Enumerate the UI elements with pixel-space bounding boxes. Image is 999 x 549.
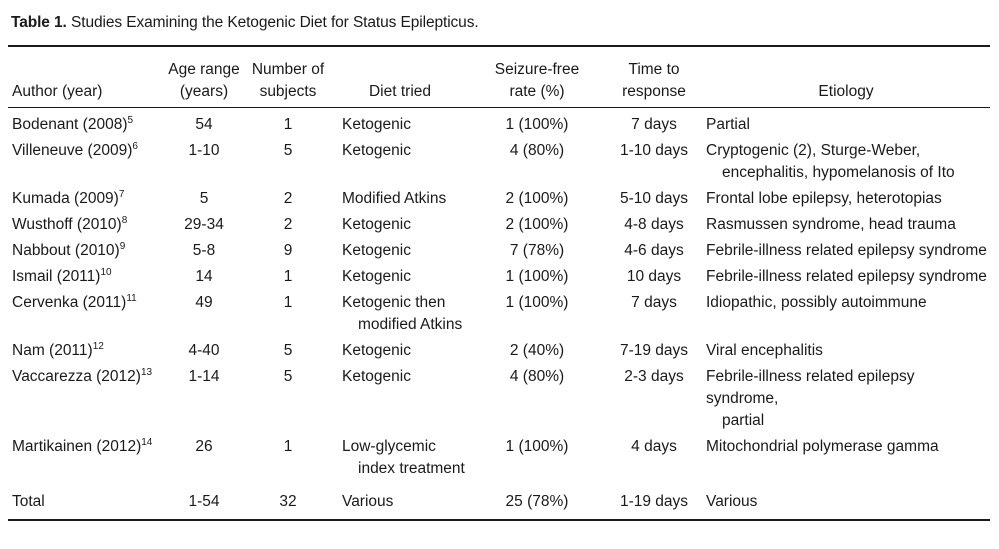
- cell-author: Ismail $(2011)^{10}$: [12, 266, 112, 285]
- cell-time: 2-3 days: [624, 368, 684, 385]
- header-diet-tried: Diet tried: [332, 46, 468, 108]
- cell-subjects: 2: [283, 216, 293, 233]
- cell-etiology: Partial: [706, 116, 750, 133]
- cell-rate: 4 (80%): [509, 368, 565, 385]
- cell-age: 5-8: [192, 242, 216, 259]
- cell-author: Nam $(2011)^{12}$: [12, 340, 104, 359]
- caption-text: Studies Examining the Ketogenic Diet for Status Epilepticus.: [71, 14, 479, 31]
- cell-etiology: Cryptogenic (2), Sturge-Weber, encephalitis, hypomelanosis of Ito: [706, 142, 955, 181]
- cell-age: 1-54: [188, 493, 220, 510]
- total-row: [8, 483, 990, 520]
- cell-author: Wusthoff $(2010)^8$: [12, 214, 128, 233]
- cell-etiology: Viral encephalitis: [706, 342, 823, 359]
- cell-time: 1-19 days: [619, 493, 689, 510]
- cell-etiology: Febrile-illness related epilepsy syndrome, partial: [706, 368, 915, 429]
- table-row: [8, 265, 990, 291]
- cell-diet: Ketogenic: [342, 142, 411, 159]
- cell-author: Cervenka $(2011)^{11}$: [12, 292, 137, 311]
- cell-age: 1-14: [188, 368, 220, 385]
- cell-author: Bodenant $(2008)^5$: [12, 114, 134, 133]
- header-seizure-free-rate: Seizure-free rate (%): [468, 46, 606, 108]
- table-row: [8, 365, 990, 435]
- table-row: [8, 213, 990, 239]
- cell-time: 1-10 days: [619, 142, 689, 159]
- cell-rate: 1 (100%): [505, 116, 569, 133]
- reference-superscript: 5: [127, 114, 134, 126]
- reference-superscript: 14: [141, 436, 153, 448]
- cell-time: 7-19 days: [619, 342, 689, 359]
- cell-diet: Ketogenic: [342, 216, 411, 233]
- cell-rate: 2 (100%): [505, 216, 569, 233]
- cell-etiology: Mitochondrial polymerase gamma: [706, 438, 939, 455]
- cell-subjects: 1: [283, 438, 293, 455]
- cell-author: Kumada $(2009)^7$: [12, 188, 125, 207]
- cell-diet: Low-glycemic index treatment: [342, 438, 465, 477]
- cell-subjects: 5: [283, 368, 293, 385]
- cell-author: Nabbout $(2010)^9$: [12, 240, 126, 259]
- cell-etiology: Febrile-illness related epilepsy syndrome: [706, 268, 987, 285]
- cell-subjects: 32: [279, 493, 297, 510]
- cell-age: 14: [195, 268, 213, 285]
- studies-table: [8, 45, 990, 521]
- cell-diet: Various: [342, 493, 394, 510]
- cell-etiology: Rasmussen syndrome, head trauma: [706, 216, 956, 233]
- header-time-to-response: Time to response: [606, 46, 702, 108]
- table-figure: [8, 6, 990, 521]
- header-age-range: Age range (years): [164, 46, 244, 108]
- cell-diet: Ketogenic: [342, 242, 411, 259]
- table-row: [8, 291, 990, 339]
- cell-etiology: Idiopathic, possibly autoimmune: [706, 294, 927, 311]
- reference-superscript: 12: [92, 340, 104, 352]
- cell-rate: 1 (100%): [505, 268, 569, 285]
- cell-rate: 7 (78%): [509, 242, 565, 259]
- cell-time: 7 days: [631, 116, 677, 133]
- reference-superscript: 6: [132, 140, 138, 152]
- cell-rate: 1 (100%): [505, 294, 569, 311]
- cell-age: 29-34: [184, 216, 224, 233]
- cell-diet: Ketogenic: [342, 116, 411, 133]
- cell-diet: Ketogenic: [342, 368, 411, 385]
- caption-label: Table 1.: [11, 14, 67, 31]
- table-header: [8, 46, 990, 108]
- table-row: [8, 187, 990, 213]
- cell-time: 4-6 days: [624, 242, 684, 259]
- cell-age: 5: [199, 190, 209, 207]
- cell-time: 4 days: [631, 438, 677, 455]
- table-row: [8, 239, 990, 265]
- cell-subjects: 5: [283, 342, 293, 359]
- header-author: Author (year): [8, 46, 164, 108]
- table-row: [8, 139, 990, 187]
- reference-superscript: 9: [119, 240, 126, 252]
- cell-diet: Ketogenic: [342, 342, 411, 359]
- table-row: [8, 435, 990, 483]
- cell-age: 1-10: [188, 142, 220, 159]
- cell-subjects: 1: [283, 116, 293, 133]
- cell-rate: 1 (100%): [505, 438, 569, 455]
- reference-superscript: 11: [126, 292, 137, 304]
- table-row: [8, 339, 990, 365]
- cell-diet: Ketogenic: [342, 268, 411, 285]
- cell-author: Total: [12, 493, 45, 510]
- cell-rate: 25 (78%): [505, 493, 569, 510]
- cell-time: 5-10 days: [619, 190, 689, 207]
- table-row: [8, 108, 990, 140]
- cell-time: 4-8 days: [624, 216, 684, 233]
- cell-time: 7 days: [631, 294, 677, 311]
- cell-author: Vaccarezza $(2012)^{13}$: [12, 366, 153, 385]
- reference-superscript: 7: [118, 188, 125, 200]
- reference-superscript: 8: [121, 214, 128, 226]
- cell-etiology: Frontal lobe epilepsy, heterotopias: [706, 190, 942, 207]
- cell-diet: Ketogenic then modified Atkins: [342, 294, 463, 333]
- cell-subjects: 2: [283, 190, 293, 207]
- cell-subjects: 1: [283, 268, 293, 285]
- cell-time: 10 days: [626, 268, 682, 285]
- cell-subjects: 5: [283, 142, 293, 159]
- cell-subjects: 1: [283, 294, 293, 311]
- cell-age: 26: [195, 438, 213, 455]
- table-caption: [11, 10, 990, 36]
- cell-etiology: Febrile-illness related epilepsy syndrome: [706, 242, 987, 259]
- cell-etiology: Various: [706, 493, 758, 510]
- cell-age: 4-40: [188, 342, 220, 359]
- cell-rate: 2 (100%): [505, 190, 569, 207]
- cell-rate: 2 (40%): [509, 342, 565, 359]
- reference-superscript: 13: [140, 366, 153, 378]
- reference-superscript: 10: [100, 266, 112, 278]
- table-body: [8, 108, 990, 521]
- header-number-of-subjects: Number of subjects: [244, 46, 332, 108]
- cell-subjects: 9: [283, 242, 293, 259]
- cell-age: 49: [195, 294, 213, 311]
- header-etiology: Etiology: [702, 46, 990, 108]
- cell-author: Martikainen $(2012)^{14}$: [12, 436, 153, 455]
- cell-diet: Modified Atkins: [342, 190, 447, 207]
- cell-age: 54: [195, 116, 213, 133]
- cell-author: Villeneuve $(2009)^6$: [12, 140, 138, 159]
- cell-rate: 4 (80%): [509, 142, 565, 159]
